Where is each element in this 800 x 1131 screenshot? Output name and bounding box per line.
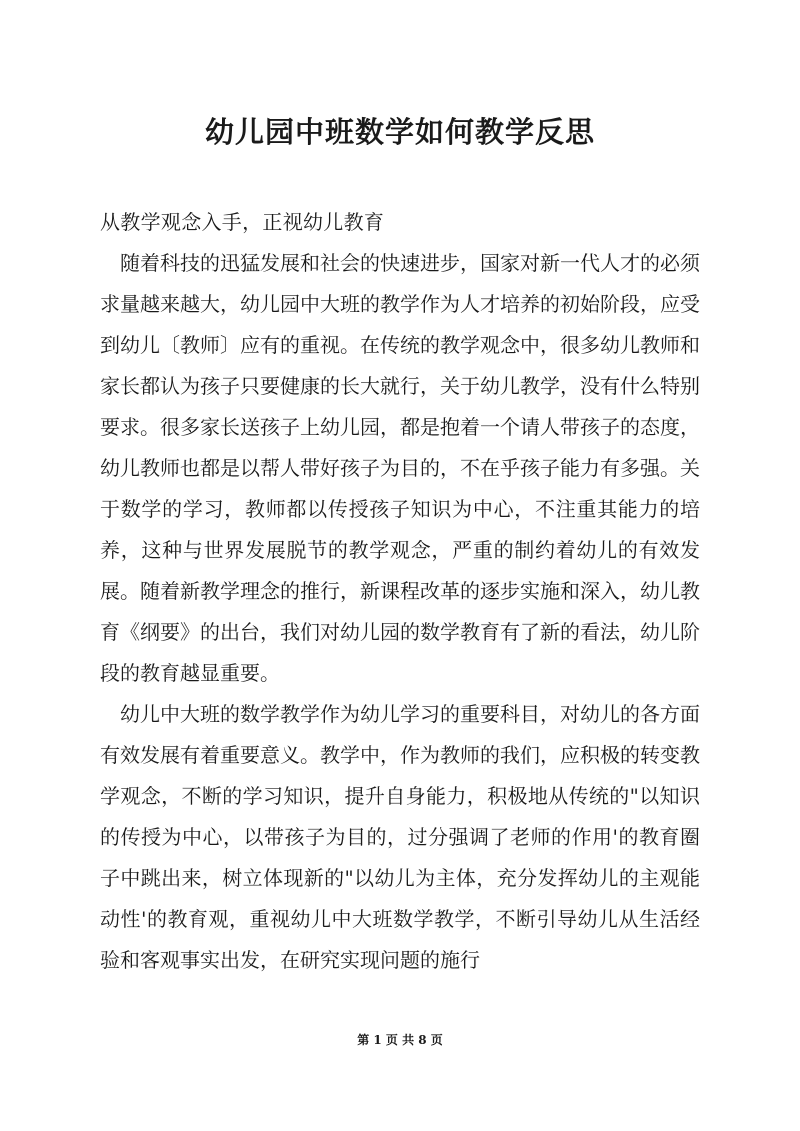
paragraph: 幼儿中大班的数学教学作为幼儿学习的重要科目，对幼儿的各方面有效发展有着重要意义。教学中，作为教师的我们，应积极的转变教学观念，不断的学习知识，提升自身能力，积极地从传统的"以知识的传授为中心，以带孩子为目的，过分强调了老师的作用'的教育圈子中跳出来，树立体现新的"以幼儿为主体，充分发挥幼儿的主观能动性'的教育观，重视幼儿中大班数学教学，不断引导幼儿从生活经验和客观事实出发，在研究实现问题的施行 <box>100 702 700 972</box>
page-number: 第 1 页 共 8 页 <box>357 1033 443 1047</box>
document-title: 幼儿园中班数学如何教学反思 <box>204 115 595 149</box>
section-heading: 从教学观念入手，正视幼儿教育 <box>100 210 385 234</box>
paragraph: 随着科技的迅猛发展和社会的快速进步，国家对新一代人才的必须求量越来越大，幼儿园中大班的教学作为人才培养的初始阶段，应受到幼儿〔教师〕应有的重视。在传统的教学观念中，很多幼儿教师和家长都认为孩子只要健康的长大就行，关于幼儿教学，没有什么特别要求。很多家长送孩子上幼儿园，都是抱着一个请人带孩子的态度，幼儿教师也都是以帮人带好孩子为目的，不在乎孩子能力有多强。关于数学的学习，教师都以传授孩子知识为中心，不注重其能力的培养，这种与世界发展脱节的教学观念，严重的制约着幼儿的有效发展。随着新教学理念的推行，新课程改革的逐步实施和深入，幼儿教育《纲要》的出台，我们对幼儿园的数学教育有了新的看法，幼儿阶段的教育越显重要。 <box>100 251 700 685</box>
document-body <box>100 202 700 981</box>
